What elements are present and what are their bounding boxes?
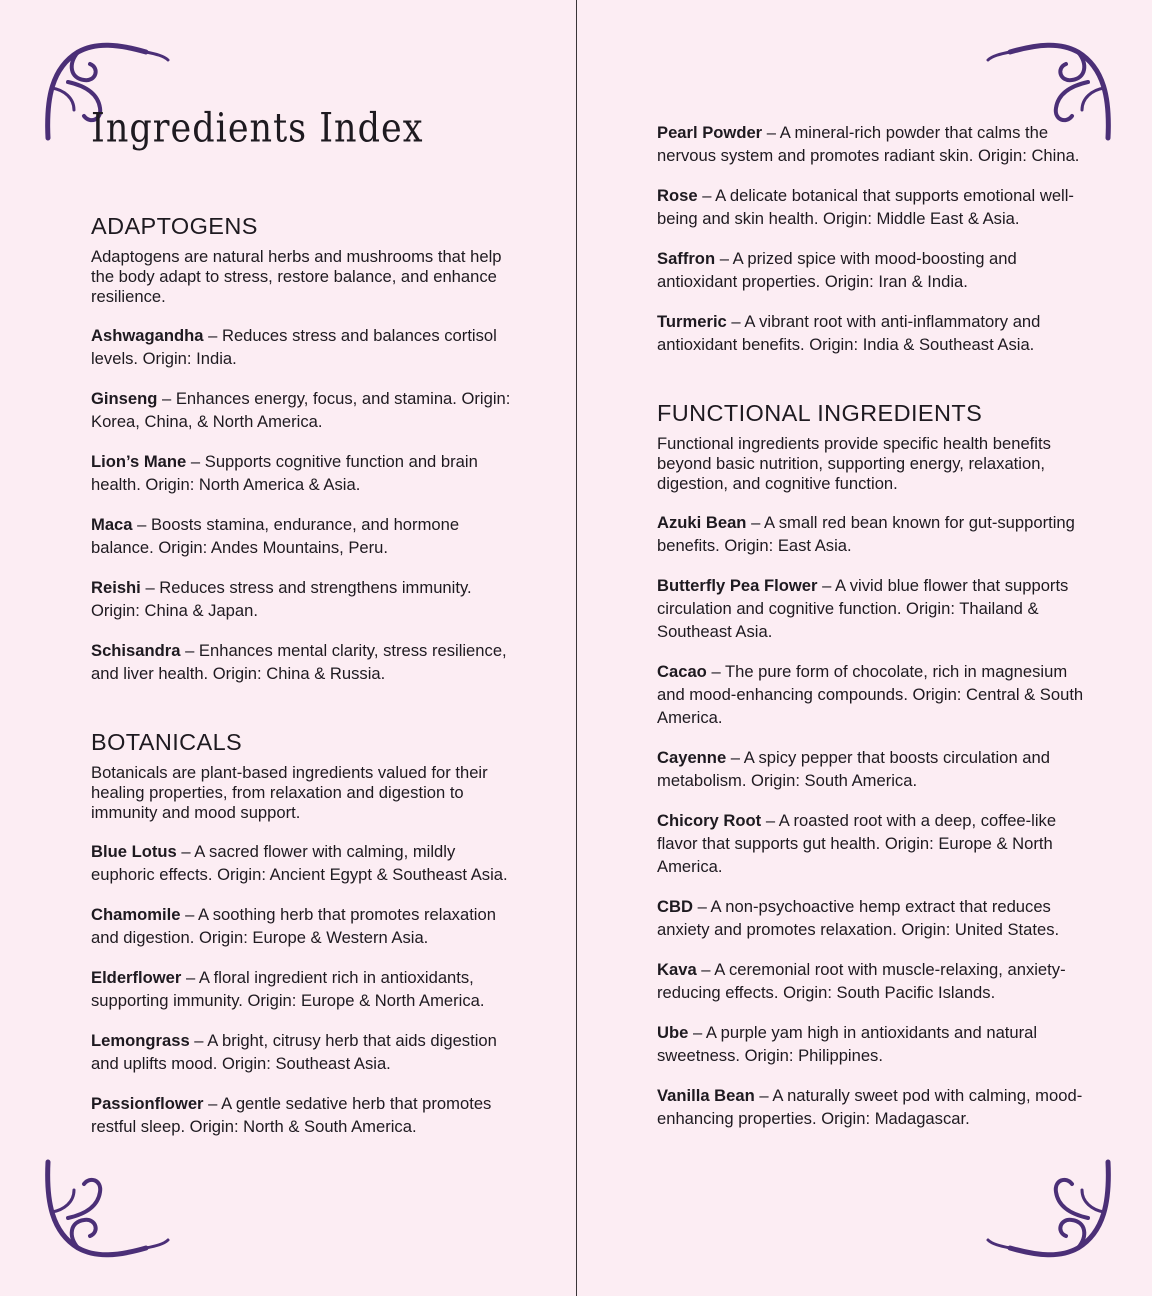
item-text: – Boosts stamina, endurance, and hormone balance. Origin: Andes Mountains, Peru.	[91, 515, 460, 557]
item-text: – A small red bean known for gut-supporting benefits. Origin: East Asia.	[657, 513, 1075, 555]
item-name: Vanilla Bean	[657, 1086, 755, 1105]
list-item	[657, 310, 1087, 356]
item-text: – A prized spice with mood-boosting and antioxidant properties. Origin: Iran & India.	[657, 249, 1017, 291]
list-item	[91, 513, 521, 559]
list-item	[91, 966, 521, 1012]
list-item	[657, 1021, 1087, 1067]
page-title: Ingredients Index	[91, 106, 424, 152]
list-item	[91, 450, 521, 496]
item-name: CBD	[657, 897, 693, 916]
list-item	[657, 574, 1087, 643]
item-name: Chamomile	[91, 905, 181, 924]
item-text: – The pure form of chocolate, rich in magnesium and mood-enhancing compounds. Origin: Central & South America.	[657, 662, 1084, 727]
item-name: Butterfly Pea Flower	[657, 576, 818, 595]
functional-description: Functional ingredients provide specific health benefits beyond basic nutrition, supporting energy, relaxation, digestion, and cognitive function.	[657, 434, 1051, 493]
item-text: – A bright, citrusy herb that aids digestion and uplifts mood. Origin: Southeast Asia.	[91, 1031, 497, 1073]
item-text: – Enhances energy, focus, and stamina. Origin: Korea, China, & North America.	[91, 389, 511, 431]
item-name: Saffron	[657, 249, 716, 268]
botanicals-description: Botanicals are plant-based ingredients valued for their healing properties, from relaxation and digestion to immunity and mood support.	[91, 763, 488, 822]
list-item	[91, 1029, 521, 1075]
item-name: Ginseng	[91, 389, 158, 408]
list-item	[91, 639, 521, 685]
item-text: – A purple yam high in antioxidants and natural sweetness. Origin: Philippines.	[657, 1023, 1038, 1065]
item-text: – Supports cognitive function and brain health. Origin: North America & Asia.	[91, 452, 478, 494]
item-name: Schisandra	[91, 641, 181, 660]
item-name: Blue Lotus	[91, 842, 177, 861]
list-item	[91, 576, 521, 622]
item-text: – A floral ingredient rich in antioxidants, supporting immunity. Origin: Europe & North America.	[91, 968, 485, 1010]
functional-heading: FUNCTIONAL INGREDIENTS	[657, 400, 983, 426]
list-item	[657, 1084, 1087, 1130]
list-item	[91, 387, 521, 433]
item-name: Cacao	[657, 662, 707, 681]
item-text: – A vivid blue flower that supports circulation and cognitive function. Origin: Thailand & Southeast Asia.	[657, 576, 1069, 641]
item-text: – A gentle sedative herb that promotes restful sleep. Origin: North & South America.	[91, 1094, 492, 1136]
item-text: – A spicy pepper that boosts circulation and metabolism. Origin: South America.	[657, 748, 1050, 790]
item-text: – A soothing herb that promotes relaxation and digestion. Origin: Europe & Western Asia.	[91, 905, 496, 947]
item-text: – Reduces stress and balances cortisol levels. Origin: India.	[91, 326, 497, 368]
botanicals-heading: BOTANICALS	[91, 729, 243, 755]
item-text: – A vibrant root with anti-inflammatory and antioxidant benefits. Origin: India & Southeast Asia.	[657, 312, 1041, 354]
list-item	[657, 660, 1087, 729]
list-item	[657, 184, 1087, 230]
list-item	[91, 1092, 521, 1138]
list-item	[91, 903, 521, 949]
item-text: – Enhances mental clarity, stress resilience, and liver health. Origin: China & Russia.	[91, 641, 507, 683]
list-item	[657, 511, 1087, 557]
item-name: Ube	[657, 1023, 689, 1042]
page-divider	[576, 0, 577, 1296]
item-text: – A sacred flower with calming, mildly euphoric effects. Origin: Ancient Egypt & Southeast Asia.	[91, 842, 508, 884]
item-text: – A ceremonial root with muscle-relaxing, anxiety-reducing effects. Origin: South Pacific Islands.	[657, 960, 1066, 1002]
list-item	[657, 809, 1087, 878]
list-item	[91, 840, 521, 886]
adaptogens-heading: ADAPTOGENS	[91, 213, 258, 239]
list-item	[91, 324, 521, 370]
item-text: – A naturally sweet pod with calming, mood-enhancing properties. Origin: Madagascar.	[657, 1086, 1083, 1128]
left-column	[91, 211, 521, 1155]
item-name: Rose	[657, 186, 698, 205]
item-name: Passionflower	[91, 1094, 204, 1113]
list-item	[657, 247, 1087, 293]
item-name: Cayenne	[657, 748, 727, 767]
item-name: Azuki Bean	[657, 513, 747, 532]
item-text: – A non-psychoactive hemp extract that reduces anxiety and promotes relaxation. Origin: United States.	[657, 897, 1060, 939]
item-name: Reishi	[91, 578, 141, 597]
right-column	[657, 121, 1087, 1147]
item-name: Chicory Root	[657, 811, 762, 830]
adaptogens-description: Adaptogens are natural herbs and mushrooms that help the body adapt to stress, restore balance, and enhance resilience.	[91, 247, 502, 306]
item-name: Elderflower	[91, 968, 182, 987]
item-name: Pearl Powder	[657, 123, 763, 142]
item-name: Turmeric	[657, 312, 727, 331]
item-name: Kava	[657, 960, 697, 979]
list-item	[657, 895, 1087, 941]
item-name: Maca	[91, 515, 133, 534]
list-item	[657, 958, 1087, 1004]
item-text: – A delicate botanical that supports emotional well-being and skin health. Origin: Middle East & Asia.	[657, 186, 1074, 228]
item-text: – Reduces stress and strengthens immunity. Origin: China & Japan.	[91, 578, 472, 620]
item-text: – A mineral-rich powder that calms the nervous system and promotes radiant skin. Origin: China.	[657, 123, 1080, 165]
item-name: Lemongrass	[91, 1031, 190, 1050]
item-text: – A roasted root with a deep, coffee-like flavor that supports gut health. Origin: Europe & North America.	[657, 811, 1057, 876]
item-name: Ashwagandha	[91, 326, 204, 345]
list-item	[657, 746, 1087, 792]
list-item	[657, 121, 1087, 167]
item-name: Lion’s Mane	[91, 452, 187, 471]
